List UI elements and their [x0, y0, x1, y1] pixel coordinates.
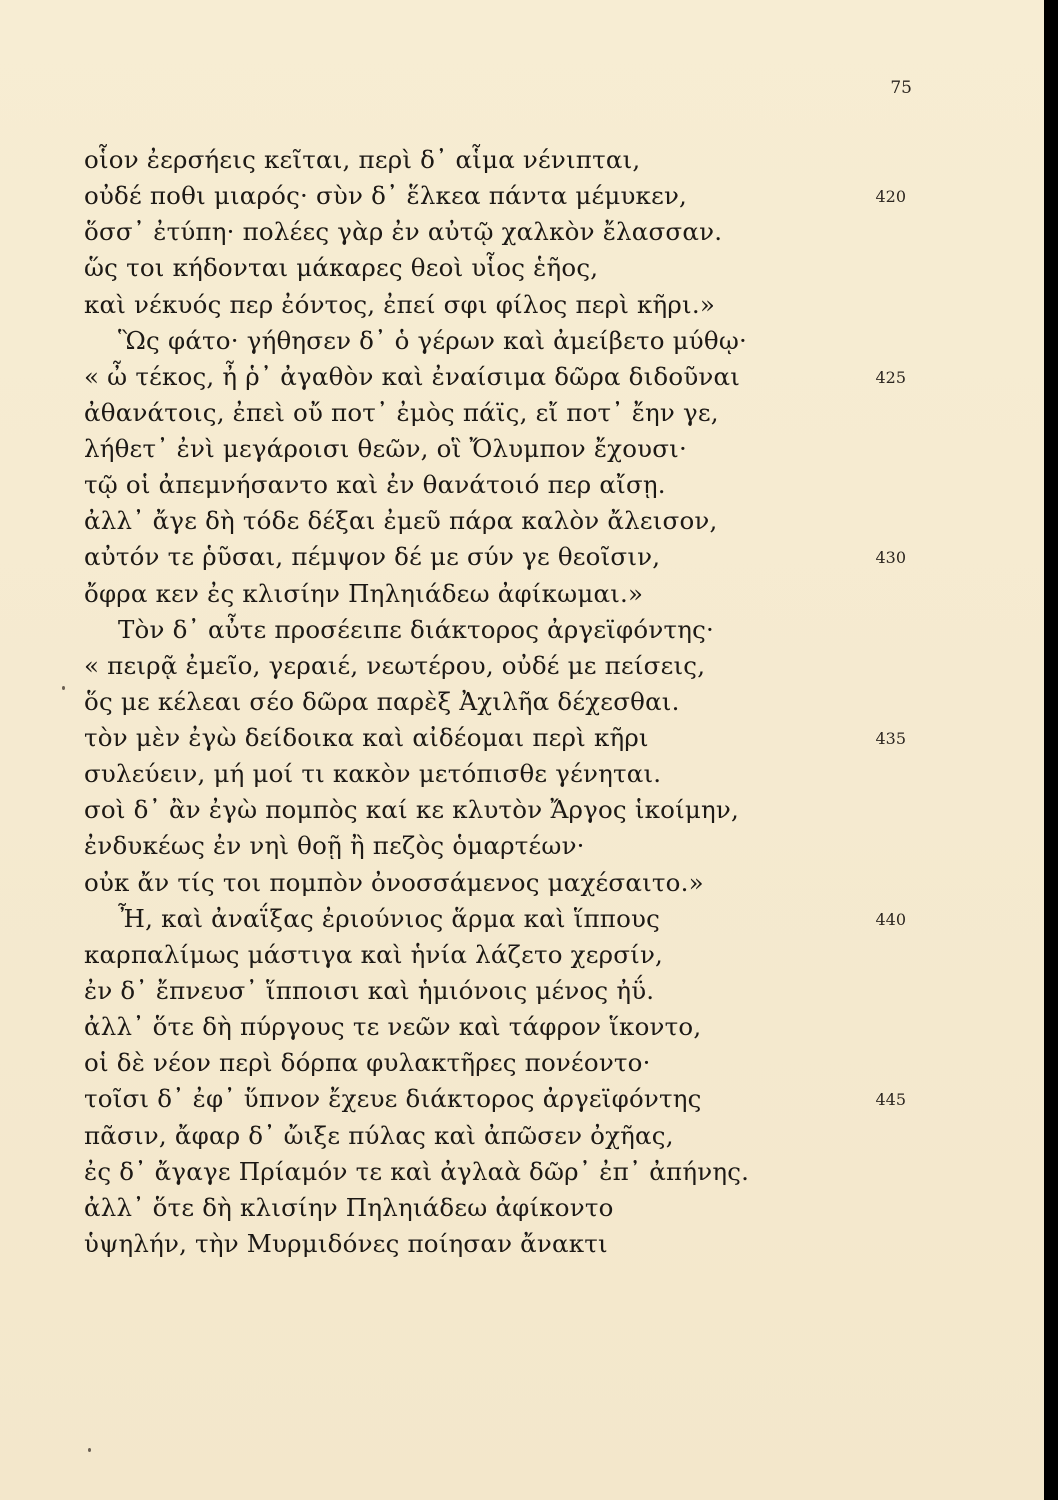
verse-line: οὐκ ἄν τίς τοι πομπὸν ὀνοσσάμενος μαχέσαιτο.»: [84, 867, 704, 897]
verse-line: συλεύειν, μή μοί τι κακὸν μετόπισθε γένηται.: [84, 759, 662, 789]
verse-line: « ὦ τέκος, ἦ ῥ᾽ ἀγαθὸν καὶ ἐναίσιμα δῶρα διδοῦναι: [84, 361, 741, 391]
verse-line: λήθετ᾽ ἐνὶ μεγάροισι θεῶν, οἳ Ὄλυμπον ἔχουσι·: [84, 434, 687, 464]
verse-line: « πειρᾷ ἐμεῖο, γεραιέ, νεωτέρου, οὐδέ με πείσεις,: [84, 650, 706, 680]
verse-line: ὄφρα κεν ἐς κλισίην Πηληιάδεω ἀφίκωμαι.»: [84, 578, 644, 608]
print-speck: [62, 686, 65, 690]
verse-line: Ἦ, καὶ ἀναΐξας ἐριούνιος ἅρμα καὶ ἵππους: [118, 903, 661, 933]
verse-line: ἐνδυκέως ἐν νηὶ θοῇ ἢ πεζὸς ὁμαρτέων·: [84, 831, 585, 861]
verse-line: ἀλλ᾽ ὅτε δὴ πύργους τε νεῶν καὶ τάφρον ἵκοντο,: [84, 1012, 702, 1042]
verse-line: καρπαλίμως μάστιγα καὶ ἡνία λάζετο χερσίν,: [84, 939, 664, 969]
line-number: 435: [875, 729, 906, 749]
verse-line: τοῖσι δ᾽ ἐφ᾽ ὕπνον ἔχευε διάκτορος ἀργεϊφόντης: [84, 1084, 702, 1114]
verse-line: οἱ δὲ νέον περὶ δόρπα φυλακτῆρες πονέοντο·: [84, 1048, 651, 1078]
line-number: 425: [875, 367, 906, 387]
verse-line: ὥς τοι κήδονται μάκαρες θεοὶ υἷος ἑῆος,: [84, 253, 599, 283]
line-number: 420: [875, 187, 906, 207]
verse-line: οἷον ἐερσήεις κεῖται, περὶ δ᾽ αἷμα νένιπται,: [84, 145, 641, 174]
line-number: 445: [875, 1090, 906, 1110]
verse-line: ἐς δ᾽ ἄγαγε Πρίαμόν τε καὶ ἀγλαὰ δῶρ᾽ ἐπ᾽ ἀπήνης.: [84, 1156, 750, 1186]
line-number: 430: [875, 548, 906, 568]
verse-line: ἀλλ᾽ ἄγε δὴ τόδε δέξαι ἐμεῦ πάρα καλὸν ἄλεισον,: [84, 506, 718, 536]
verse-line: ὑψηλήν, τὴν Μυρμιδόνες ποίησαν ἄνακτι: [84, 1228, 608, 1258]
verse-line: ὅσσ᾽ ἐτύπη· πολέες γὰρ ἐν αὐτῷ χαλκὸν ἔλασσαν.: [84, 217, 723, 247]
print-speck: [88, 1448, 91, 1452]
verse-line: αὐτόν τε ῥῦσαι, πέμψον δέ με σύν γε θεοῖσιν,: [84, 542, 661, 572]
verse-line: τὸν μὲν ἐγὼ δείδοικα καὶ αἰδέομαι περὶ κῆρι: [84, 723, 649, 753]
verse-line: καὶ νέκυός περ ἐόντος, ἐπεί σφι φίλος περὶ κῆρι.»: [84, 289, 716, 319]
verse-line: Ὣς φάτο· γήθησεν δ᾽ ὁ γέρων καὶ ἀμείβετο μύθῳ·: [118, 325, 748, 355]
line-number: 440: [875, 909, 906, 929]
verse-line: ἐν δ᾽ ἔπνευσ᾽ ἵπποισι καὶ ἡμιόνοις μένος ἠΰ.: [84, 975, 655, 1005]
page-number: 75: [890, 78, 912, 98]
verse-line: πᾶσιν, ἄφαρ δ᾽ ὤιξε πύλας καὶ ἀπῶσεν ὀχῆας,: [84, 1120, 674, 1150]
verse-line: οὐδέ ποθι μιαρός· σὺν δ᾽ ἕλκεα πάντα μέμυκεν,: [84, 181, 688, 211]
verse-line: Τὸν δ᾽ αὖτε προσέειπε διάκτορος ἀργεϊφόντης·: [118, 614, 714, 644]
verse-line: ἀλλ᾽ ὅτε δὴ κλισίην Πηληιάδεω ἀφίκοντο: [84, 1192, 614, 1222]
verse-line: σοὶ δ᾽ ἂν ἐγὼ πομπὸς καί κε κλυτὸν Ἄργος ἱκοίμην,: [84, 795, 739, 825]
verse-line: ἀθανάτοις, ἐπεὶ οὔ ποτ᾽ ἐμὸς πάϊς, εἴ ποτ᾽ ἔην γε,: [84, 397, 719, 427]
verse-line: ὅς με κέλεαι σέο δῶρα παρὲξ Ἀχιλῆα δέχεσθαι.: [84, 686, 680, 716]
verse-line: τῷ οἱ ἀπεμνήσαντο καὶ ἐν θανάτοιό περ αἴσῃ.: [84, 470, 666, 500]
